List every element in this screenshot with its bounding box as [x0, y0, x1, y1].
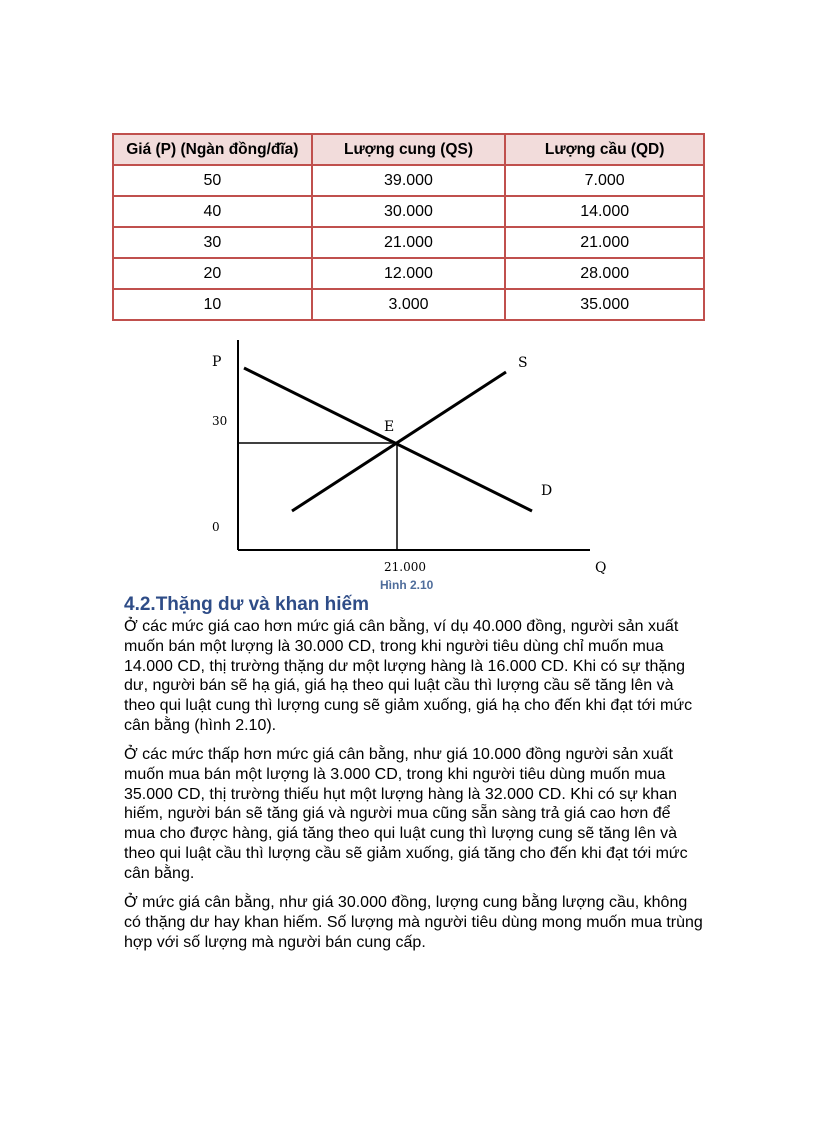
table-header-row — [113, 134, 704, 165]
cell-qd: 35.000 — [505, 289, 704, 320]
cell-qd: 14.000 — [505, 196, 704, 227]
y-tick-0: 0 — [212, 520, 220, 534]
demand-curve — [244, 368, 532, 511]
x-tick-21000: 21.000 — [384, 560, 426, 574]
paragraph-surplus: Ở các mức giá cao hơn mức giá cân bằng, ví dụ 40.000 đồng, người sản xuất muốn bán một lượng là 30.000 CD, trong khi người tiêu dùng chỉ muốn mua 14.000 CD, thị trường thặng dư một lượng hàng là 16.000 CD. Khi có sự thặng dư, người bán sẽ hạ giá, giá hạ theo qui luật cầu thì lượng cầu sẽ tăng lên và theo qui luật cung thì lượng cung sẽ giảm xuống, giá hạ cho đến khi đạt tới mức cân bằng (hình 2.10). — [124, 618, 693, 734]
cell-price: 40 — [113, 196, 312, 227]
y-axis-label: P — [212, 354, 222, 370]
cell-qd: 21.000 — [505, 227, 704, 258]
supply-demand-figure — [200, 330, 620, 580]
table-row — [113, 227, 704, 258]
header-quantity-supplied: Lượng cung (QS) — [312, 134, 506, 165]
cell-price: 50 — [113, 165, 312, 196]
cell-qs: 3.000 — [312, 289, 506, 320]
cell-qs: 21.000 — [312, 227, 506, 258]
demand-curve-label: D — [541, 483, 553, 499]
cell-price: 30 — [113, 227, 312, 258]
cell-qs: 30.000 — [312, 196, 506, 227]
paragraph-equilibrium: Ở mức giá cân bằng, như giá 30.000 đồng, lượng cung bằng lượng cầu, không có thặng dư hay khan hiếm. Số lượng mà người tiêu dùng mong muốn mua trùng hợp với số lượng mà người bán cung cấp. — [124, 894, 703, 951]
header-price: Giá (P) (Ngàn đồng/đĩa) — [113, 134, 312, 165]
table-row — [113, 289, 704, 320]
figure-caption: Hình 2.10 — [380, 578, 434, 592]
cell-price: 10 — [113, 289, 312, 320]
supply-demand-table — [112, 133, 705, 321]
cell-qs: 12.000 — [312, 258, 506, 289]
cell-qd: 28.000 — [505, 258, 704, 289]
cell-qs: 39.000 — [312, 165, 506, 196]
supply-curve-label: S — [518, 355, 528, 371]
cell-qd: 7.000 — [505, 165, 704, 196]
x-axis-label: Q — [595, 560, 607, 576]
section-heading: 4.2.Thặng dư và khan hiếm — [124, 594, 369, 615]
table-row — [113, 165, 704, 196]
y-tick-30: 30 — [212, 414, 228, 428]
equilibrium-point-label: E — [384, 419, 395, 435]
paragraph-shortage: Ở các mức thấp hơn mức giá cân bằng, như giá 10.000 đồng người sản xuất muốn mua bán một lượng là 3.000 CD, trong khi người tiêu dùng muốn mua 35.000 CD, thị trường thiếu hụt một lượng hàng là 32.000 CD. Khi có sự khan hiếm, người bán sẽ tăng giá và người mua cũng sẵn sàng trả giá cao hơn để mua cho được hàng, giá tăng theo qui luật cung thì lượng cung sẽ tăng lên và theo qui luật cầu thì lượng cầu sẽ giảm xuống, giá tăng cho đến khi đạt tới mức cân bằng. — [124, 746, 688, 882]
cell-price: 20 — [113, 258, 312, 289]
table-row — [113, 196, 704, 227]
table-row — [113, 258, 704, 289]
header-quantity-demanded: Lượng cầu (QD) — [505, 134, 704, 165]
supply-curve — [292, 372, 506, 511]
